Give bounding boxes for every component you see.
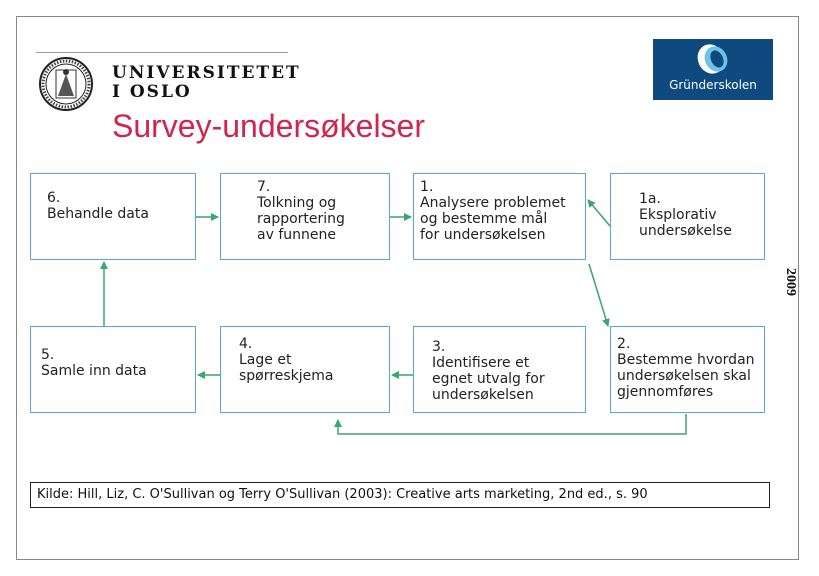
step-2-box: 2. Bestemme hvordan undersøkelsen skal gjennomføres bbox=[610, 326, 765, 413]
step-6-box: 6. Behandle data bbox=[30, 173, 196, 260]
arrow-2-to-3 bbox=[338, 414, 686, 434]
university-name-line1: UNIVERSITETET bbox=[112, 63, 301, 83]
step-1a-box: 1a. Eksplorativ undersøkelse bbox=[610, 173, 765, 260]
year-text: 2009 bbox=[783, 268, 798, 296]
arrow-1a-to-2 bbox=[589, 264, 608, 326]
arrow-1a-to-1 bbox=[588, 200, 610, 226]
step-4-box: 4. Lage et spørreskjema bbox=[220, 326, 390, 413]
step-3-box: 3. Identifisere et egnet utvalg for undersøkelsen bbox=[413, 326, 586, 413]
step-7-box: 7. Tolkning og rapportering av funnene bbox=[220, 173, 390, 260]
step-1-box: 1. Analysere problemet og bestemme mål for undersøkelsen bbox=[413, 173, 586, 260]
source-citation: Kilde: Hill, Liz, C. O'Sullivan og Terry O'Sullivan (2003): Creative arts marketing, 2nd ed., s. 90 bbox=[30, 482, 770, 508]
step-5-box: 5. Samle inn data bbox=[30, 326, 196, 413]
partner-logo-text: Gründerskolen bbox=[669, 78, 757, 92]
university-name-line2: I OSLO bbox=[112, 82, 192, 102]
year-label bbox=[780, 262, 800, 302]
page-title: Survey-undersøkelser bbox=[112, 108, 425, 144]
